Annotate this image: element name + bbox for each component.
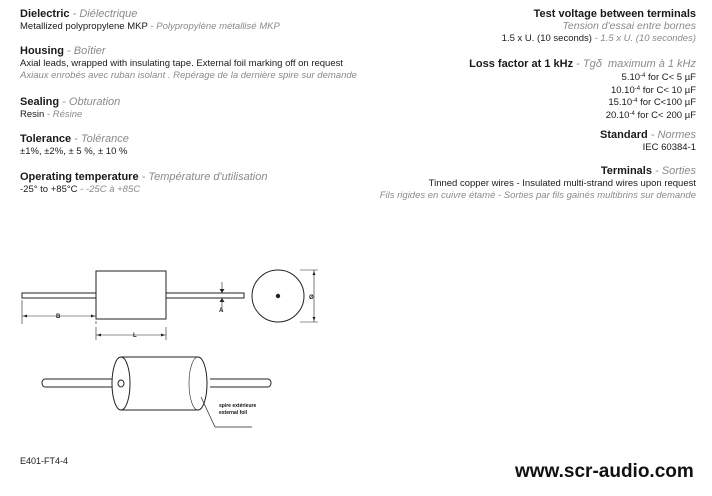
- dielectric-title-fr: Diélectrique: [79, 8, 138, 20]
- capacitor-side-view: [22, 271, 244, 340]
- foil-label-fr: spire extérieure: [219, 403, 257, 409]
- tolerance-title: Tolerance: [20, 133, 72, 145]
- dimension-b-label: B: [56, 314, 61, 320]
- sealing-title: Sealing: [20, 96, 60, 108]
- loss-factor-row: $10.10^{-4}$ for C< 10 µF: [610, 84, 696, 96]
- operating-temperature-title: Operating temperature: [20, 171, 139, 183]
- operating-temperature-text-fr: -25C à +85C: [85, 184, 141, 195]
- right-lead: [166, 293, 244, 298]
- housing-title: Housing: [20, 45, 64, 57]
- housing-section: Housing - Boîtier Axial leads, wrapped with insulating tape. External foil marking off on request Axiaux enrobés avec ruban isolant . Repérage de la dernière spire sur demande: [20, 45, 357, 81]
- standard-title-fr: Normes: [657, 129, 696, 141]
- standard-title: Standard: [600, 129, 648, 141]
- loss-factor-title-fr: Tg: [582, 58, 596, 70]
- terminals-section: Terminals - Sorties Tinned copper wires - Insulated multi-strand wires upon request Fils rigides en cuivre étamé - Sorties par fils gainés multibrins sur demande: [379, 165, 696, 201]
- loss-factor-row: $15.10^{-4}$ for C<100 µF: [608, 97, 696, 108]
- test-voltage-section: Test voltage between terminals Tension d'essai entre bornes 1.5 x U. (10 seconds) - 1.5 x U. (10 secondes): [501, 8, 696, 44]
- left-lead: [22, 293, 96, 298]
- capacitor-body: [96, 271, 166, 319]
- loss-factor-title: Loss factor at 1 kHz: [469, 58, 574, 70]
- loss-factor-row: $20.10^{-4}$ for C< 200 µF: [605, 109, 696, 121]
- website-url[interactable]: www.scr-audio.com: [515, 461, 694, 482]
- foil-callout-line: [201, 397, 215, 427]
- sealing-text-fr: Résine: [52, 109, 83, 120]
- capacitor-perspective-view: [42, 357, 271, 427]
- housing-text-fr: Axiaux enrobés avec ruban isolant . Repérage de la dernière spire sur demande: [20, 69, 357, 81]
- operating-temperature-text: -25° to +85°C: [20, 184, 78, 195]
- document-code: E401-FT4-4: [20, 456, 69, 466]
- diameter-label: Ø: [309, 295, 314, 301]
- operating-temperature-title-fr: Température d'utilisation: [148, 171, 268, 183]
- loss-factor-row: $5.10^{-4}$ for C< 5 µF: [621, 72, 696, 83]
- loss-factor-section: Loss factor at 1 kHz - Tgδ maximum à 1 kHz $5.10^{-4}$ for C< 5 µF $10.10^{-4}$ for C< 10 µF $15.10^{-4}$ for C<100 µF $20.10^{-4}$ for C< 200 µF: [469, 58, 696, 121]
- operating-temperature-section: Operating temperature - Température d'utilisation -25° to +85°C - -25C à +85C: [20, 171, 268, 195]
- tolerance-title-fr: Tolérance: [80, 133, 129, 145]
- terminals-title: Terminals: [600, 165, 652, 177]
- sealing-text: Resin: [20, 109, 45, 120]
- standard-section: Standard - Normes IEC 60384-1: [600, 129, 696, 153]
- test-voltage-text: 1.5 x U. (10 seconds): [501, 32, 592, 44]
- standard-text: IEC 60384-1: [642, 142, 696, 153]
- dielectric-text-fr: Polypropylène métallisé MKP: [156, 21, 280, 32]
- test-voltage-title-fr: Tension d'essai entre bornes: [562, 20, 696, 32]
- dimension-a-label: A: [219, 308, 224, 314]
- foil-label-en: external foil: [219, 410, 248, 416]
- test-voltage-title: Test voltage between terminals: [533, 8, 696, 20]
- terminals-text: Tinned copper wires - Insulated multi-strand wires upon request: [428, 178, 696, 189]
- sealing-section: Sealing - Obturation Resin - Résine: [20, 96, 121, 120]
- housing-title-fr: Boîtier: [73, 45, 106, 57]
- dielectric-section: Dielectric - Diélectrique Metallized polypropylene MKP - Polypropylène métallisé MKP: [20, 8, 280, 32]
- tolerance-section: Tolerance - Tolérance ±1%, ±2%, ± 5 %, ± 10 %: [20, 133, 129, 157]
- left-lead-3d: [42, 379, 121, 387]
- dielectric-text: Metallized polypropylene MKP: [20, 21, 148, 32]
- tolerance-text: ±1%, ±2%, ± 5 %, ± 10 %: [20, 146, 128, 157]
- delta-symbol: δ: [595, 58, 602, 70]
- loss-factor-title-fr-suffix: maximum à 1 kHz: [607, 58, 696, 70]
- housing-text: Axial leads, wrapped with insulating tape. External foil marking off on request: [20, 58, 344, 69]
- terminals-text-fr: Fils rigides en cuivre étamé - Sorties par fils gainés multibrins sur demande: [379, 189, 696, 201]
- sealing-title-fr: Obturation: [68, 96, 121, 108]
- right-lead-3d: [210, 379, 271, 387]
- test-voltage-text-fr: 1.5 x U. (10 secondes): [600, 32, 696, 44]
- terminals-title-fr: Sorties: [661, 165, 696, 177]
- dimension-l-label: L: [133, 333, 137, 339]
- dielectric-title: Dielectric: [20, 8, 70, 20]
